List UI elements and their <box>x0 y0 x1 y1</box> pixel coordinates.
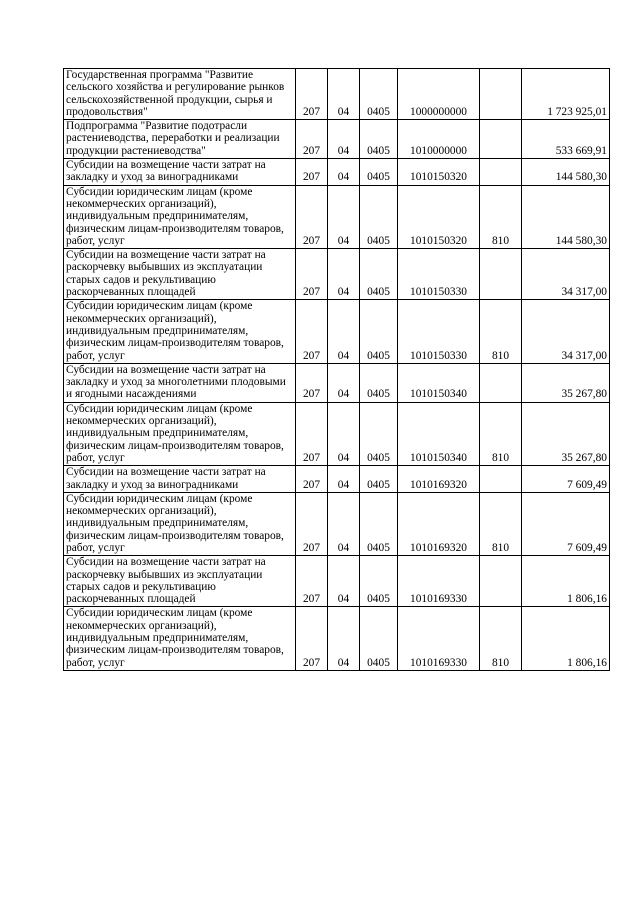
item-name-cell: Субсидии юридическим лицам (кроме некоммерческих организаций), индивидуальным предпринимателям, физическим лицам-производителям товаров, работ, услуг <box>64 300 296 363</box>
section-code-cell: 04 <box>328 249 360 300</box>
amount-cell: 35 267,80 <box>522 363 610 402</box>
amount-cell: 7 609,49 <box>522 466 610 493</box>
table-row <box>64 120 610 159</box>
ministry-code-cell: 207 <box>296 69 328 120</box>
amount-cell: 144 580,30 <box>522 185 610 248</box>
section-code-cell: 04 <box>328 492 360 555</box>
item-name-cell: Государственная программа "Развитие сельского хозяйства и регулирование рынков сельскохозяйственной продукции, сырья и продовольствия" <box>64 69 296 120</box>
expense-type-cell <box>480 159 522 186</box>
table-row <box>64 249 610 300</box>
ministry-code-cell: 207 <box>296 249 328 300</box>
ministry-code-cell: 207 <box>296 300 328 363</box>
ministry-code-cell: 207 <box>296 120 328 159</box>
ministry-code-cell: 207 <box>296 159 328 186</box>
table-row <box>64 159 610 186</box>
item-name-cell: Субсидии на возмещение части затрат на раскорчевку выбывших из эксплуатации старых садов и рекультивацию раскорчеванных площадей <box>64 249 296 300</box>
target-article-cell: 1010169320 <box>398 492 480 555</box>
ministry-code-cell: 207 <box>296 556 328 607</box>
subsection-code-cell: 0405 <box>360 69 398 120</box>
table-body <box>64 69 610 671</box>
expense-type-cell: 810 <box>480 402 522 465</box>
subsection-code-cell: 0405 <box>360 363 398 402</box>
ministry-code-cell: 207 <box>296 185 328 248</box>
expense-type-cell: 810 <box>480 492 522 555</box>
item-name-cell: Подпрограмма "Развитие подотрасли растениеводства, переработки и реализации продукции растениеводства" <box>64 120 296 159</box>
amount-cell: 35 267,80 <box>522 402 610 465</box>
item-name-cell: Субсидии юридическим лицам (кроме некоммерческих организаций), индивидуальным предпринимателям, физическим лицам-производителям товаров, работ, услуг <box>64 492 296 555</box>
subsection-code-cell: 0405 <box>360 159 398 186</box>
section-code-cell: 04 <box>328 69 360 120</box>
target-article-cell: 1010150340 <box>398 402 480 465</box>
expense-type-cell <box>480 69 522 120</box>
target-article-cell: 1010169330 <box>398 556 480 607</box>
expense-type-cell <box>480 363 522 402</box>
table-row <box>64 492 610 555</box>
target-article-cell: 1010150330 <box>398 300 480 363</box>
section-code-cell: 04 <box>328 402 360 465</box>
ministry-code-cell: 207 <box>296 607 328 670</box>
expense-type-cell: 810 <box>480 185 522 248</box>
ministry-code-cell: 207 <box>296 363 328 402</box>
item-name-cell: Субсидии юридическим лицам (кроме некоммерческих организаций), индивидуальным предпринимателям, физическим лицам-производителям товаров, работ, услуг <box>64 402 296 465</box>
expense-type-cell <box>480 556 522 607</box>
item-name-cell: Субсидии на возмещение части затрат на раскорчевку выбывших из эксплуатации старых садов и рекультивацию раскорчеванных площадей <box>64 556 296 607</box>
expense-type-cell: 810 <box>480 300 522 363</box>
item-name-cell: Субсидии на возмещение части затрат на закладку и уход за многолетними плодовыми и ягодными насаждениями <box>64 363 296 402</box>
target-article-cell: 1010150320 <box>398 159 480 186</box>
target-article-cell: 1010150340 <box>398 363 480 402</box>
subsection-code-cell: 0405 <box>360 466 398 493</box>
item-name-cell: Субсидии юридическим лицам (кроме некоммерческих организаций), индивидуальным предпринимателям, физическим лицам-производителям товаров, работ, услуг <box>64 607 296 670</box>
table-row <box>64 363 610 402</box>
amount-cell: 34 317,00 <box>522 300 610 363</box>
ministry-code-cell: 207 <box>296 466 328 493</box>
amount-cell: 533 669,91 <box>522 120 610 159</box>
target-article-cell: 1010169330 <box>398 607 480 670</box>
subsection-code-cell: 0405 <box>360 185 398 248</box>
table-row <box>64 402 610 465</box>
amount-cell: 34 317,00 <box>522 249 610 300</box>
section-code-cell: 04 <box>328 556 360 607</box>
item-name-cell: Субсидии на возмещение части затрат на закладку и уход за виноградниками <box>64 466 296 493</box>
subsection-code-cell: 0405 <box>360 120 398 159</box>
expense-type-cell: 810 <box>480 607 522 670</box>
section-code-cell: 04 <box>328 300 360 363</box>
ministry-code-cell: 207 <box>296 402 328 465</box>
ministry-code-cell: 207 <box>296 492 328 555</box>
table-row <box>64 69 610 120</box>
subsection-code-cell: 0405 <box>360 402 398 465</box>
amount-cell: 144 580,30 <box>522 159 610 186</box>
expense-type-cell <box>480 249 522 300</box>
subsection-code-cell: 0405 <box>360 249 398 300</box>
expense-type-cell <box>480 466 522 493</box>
table-row <box>64 556 610 607</box>
target-article-cell: 1010150320 <box>398 185 480 248</box>
target-article-cell: 1010000000 <box>398 120 480 159</box>
section-code-cell: 04 <box>328 185 360 248</box>
expense-type-cell <box>480 120 522 159</box>
section-code-cell: 04 <box>328 607 360 670</box>
table-row <box>64 300 610 363</box>
item-name-cell: Субсидии на возмещение части затрат на закладку и уход за виноградниками <box>64 159 296 186</box>
subsection-code-cell: 0405 <box>360 607 398 670</box>
target-article-cell: 1010169320 <box>398 466 480 493</box>
target-article-cell: 1010150330 <box>398 249 480 300</box>
item-name-cell: Субсидии юридическим лицам (кроме некоммерческих организаций), индивидуальным предпринимателям, физическим лицам-производителям товаров, работ, услуг <box>64 185 296 248</box>
amount-cell: 1 806,16 <box>522 607 610 670</box>
budget-table <box>63 68 610 671</box>
section-code-cell: 04 <box>328 466 360 493</box>
amount-cell: 1 723 925,01 <box>522 69 610 120</box>
amount-cell: 7 609,49 <box>522 492 610 555</box>
target-article-cell: 1000000000 <box>398 69 480 120</box>
section-code-cell: 04 <box>328 120 360 159</box>
subsection-code-cell: 0405 <box>360 556 398 607</box>
table-row <box>64 607 610 670</box>
table-row <box>64 466 610 493</box>
amount-cell: 1 806,16 <box>522 556 610 607</box>
table-row <box>64 185 610 248</box>
subsection-code-cell: 0405 <box>360 492 398 555</box>
section-code-cell: 04 <box>328 363 360 402</box>
section-code-cell: 04 <box>328 159 360 186</box>
subsection-code-cell: 0405 <box>360 300 398 363</box>
